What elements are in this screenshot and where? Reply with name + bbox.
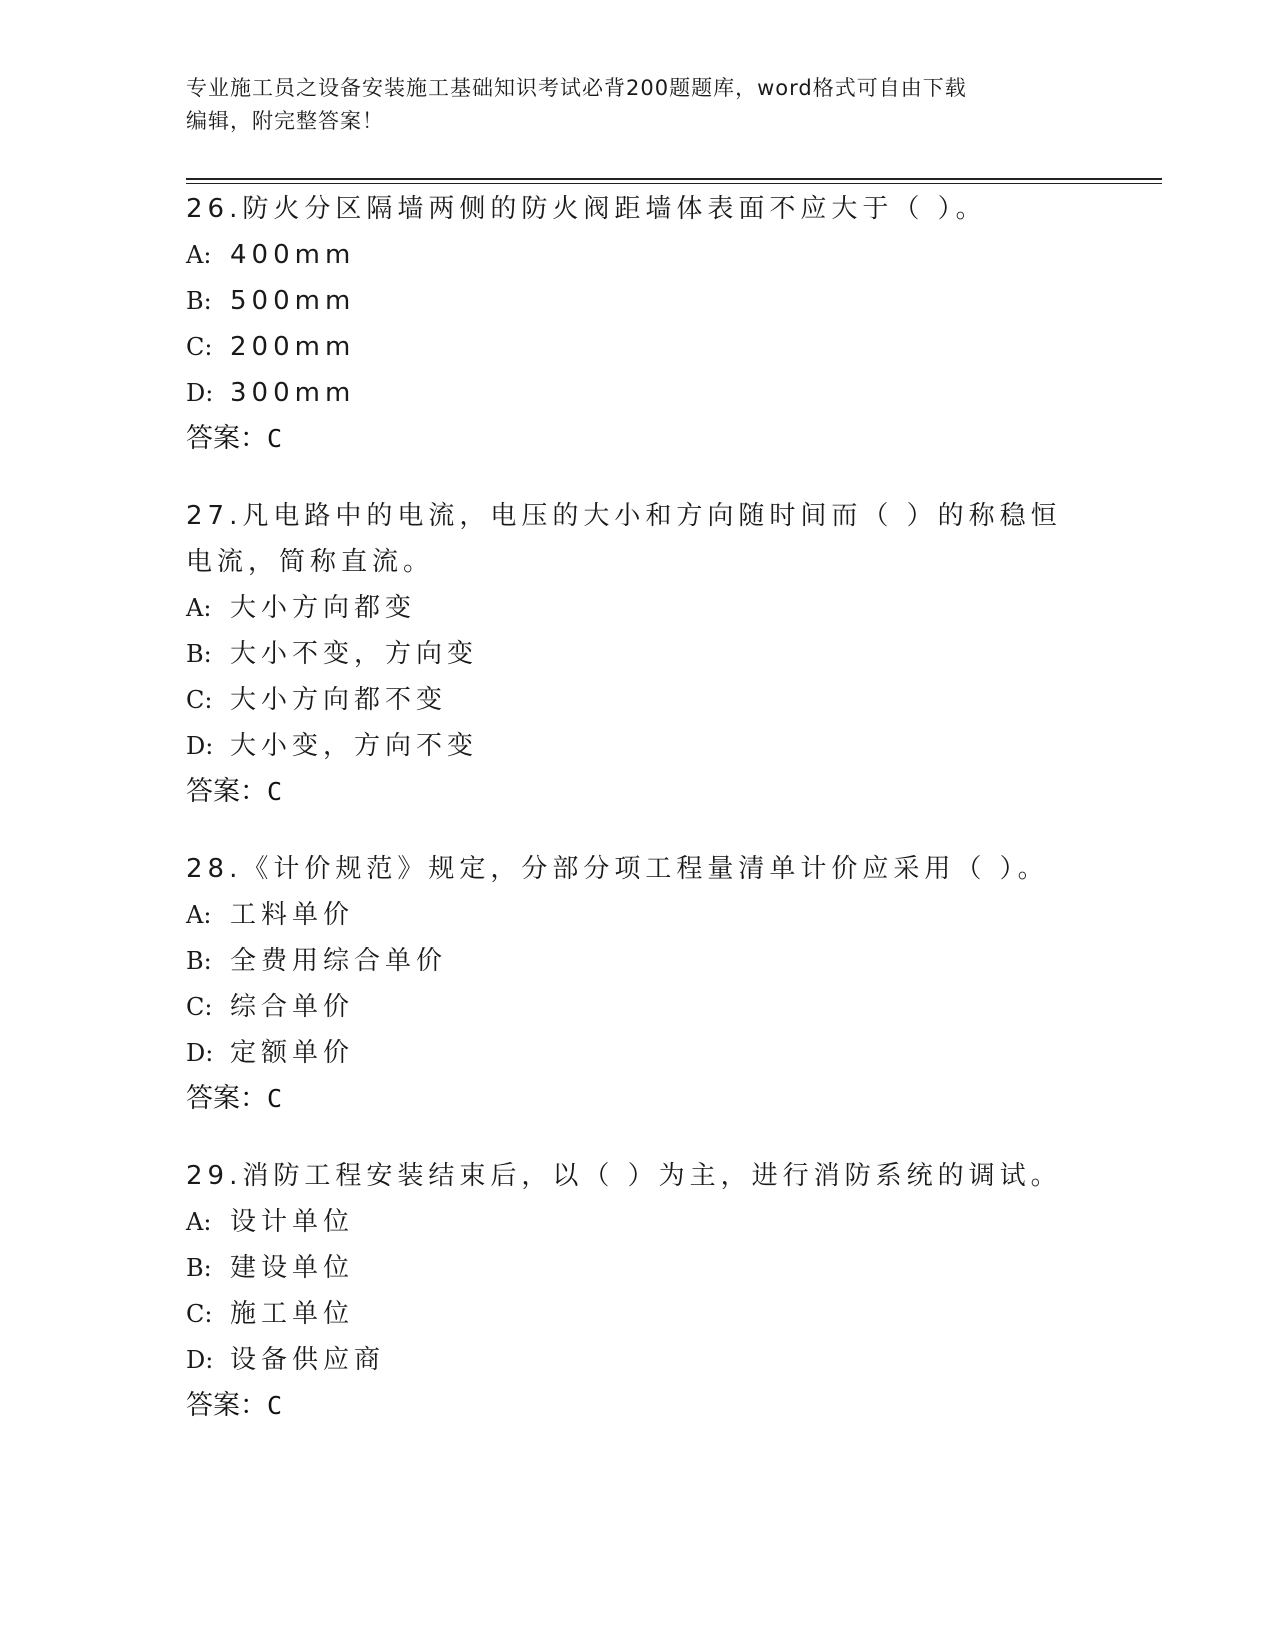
option-d [186,1337,1086,1383]
option-text: 400mm [230,240,356,270]
option-a [186,232,1086,278]
option-b [186,631,1086,677]
option-a [186,1199,1086,1245]
answer-value: C [267,1084,283,1113]
answer-label: 答案： [186,423,267,454]
answer-label: 答案： [186,1083,267,1114]
answer-line [186,1383,1086,1429]
option-letter: A: [186,241,212,269]
option-text: 施工单位 [230,1299,355,1329]
answer-label: 答案： [186,1390,267,1421]
header-line-1: 专业施工员之设备安装施工基础知识考试必背200题题库，word格式可自由下载 [186,76,967,100]
option-letter: C: [186,333,213,361]
question-29 [186,1153,1086,1429]
option-d [186,723,1086,769]
answer-line [186,416,1086,462]
answer-value: C [267,777,283,806]
option-text: 大小方向都变 [230,593,417,623]
option-letter: A: [186,594,212,622]
question-text: 26.防火分区隔墙两侧的防火阀距墙体表面不应大于（ ）。 [186,194,987,224]
option-b [186,938,1086,984]
option-c [186,1291,1086,1337]
option-letter: D: [186,1039,214,1067]
option-letter: D: [186,379,214,407]
option-text: 工料单价 [230,900,355,930]
answer-value: C [267,424,283,453]
option-letter: C: [186,1300,213,1328]
option-text: 全费用综合单价 [230,946,448,976]
option-a [186,892,1086,938]
question-28 [186,846,1086,1122]
option-letter: B: [186,947,212,975]
option-text: 综合单价 [230,992,355,1022]
question-26 [186,186,1086,462]
option-text: 大小方向都不变 [230,685,448,715]
option-b [186,1245,1086,1291]
option-a [186,585,1086,631]
option-c [186,324,1086,370]
option-d [186,1030,1086,1076]
option-text: 500mm [230,286,356,316]
option-letter: C: [186,686,213,714]
option-text: 设计单位 [230,1207,355,1237]
option-letter: B: [186,287,212,315]
option-letter: A: [186,1208,212,1236]
option-c [186,984,1086,1030]
answer-line [186,1076,1086,1122]
option-letter: B: [186,640,212,668]
answer-line [186,769,1086,815]
option-text: 200mm [230,332,356,362]
option-d [186,370,1086,416]
question-27 [186,493,1086,815]
option-letter: A: [186,901,212,929]
option-letter: C: [186,993,213,1021]
question-text: 27.凡电路中的电流，电压的大小和方向随时间而（ ）的称稳恒电流，简称直流。 [186,501,1062,577]
option-letter: D: [186,732,214,760]
option-letter: D: [186,1346,214,1374]
option-c [186,677,1086,723]
header-divider-thin [186,183,1162,184]
header-divider-thick [186,178,1162,180]
option-text: 大小变，方向不变 [230,731,479,761]
option-text: 设备供应商 [230,1345,386,1375]
document-header [186,72,1076,138]
option-text: 300mm [230,378,356,408]
header-line-2: 编辑，附完整答案！ [186,109,384,133]
option-text: 建设单位 [230,1253,355,1283]
answer-label: 答案： [186,776,267,807]
option-letter: B: [186,1254,212,1282]
answer-value: C [267,1391,283,1420]
option-b [186,278,1086,324]
question-text: 29.消防工程安装结束后，以（ ）为主，进行消防系统的调试。 [186,1161,1062,1191]
option-text: 定额单价 [230,1038,355,1068]
question-text: 28.《计价规范》规定，分部分项工程量清单计价应采用（ ）。 [186,854,1049,884]
option-text: 大小不变，方向变 [230,639,479,669]
